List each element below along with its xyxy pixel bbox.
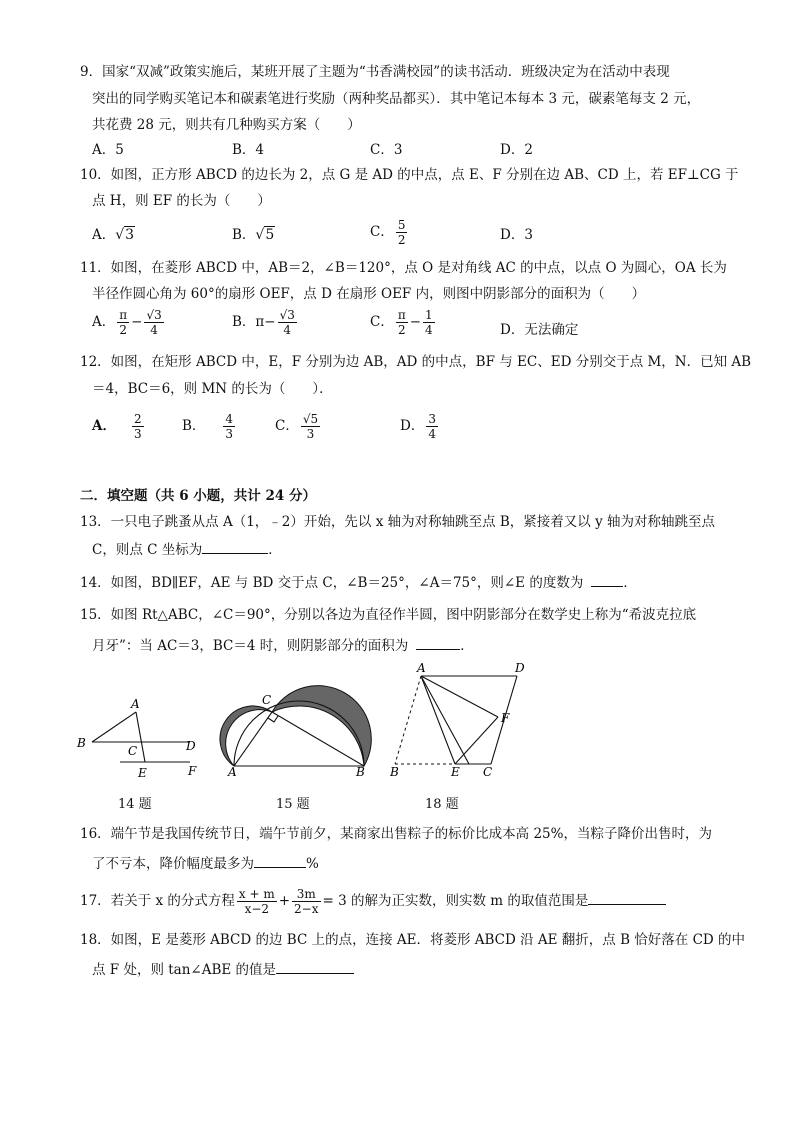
- label-f: F: [501, 711, 510, 725]
- label-b: B: [390, 765, 399, 779]
- q16-line1: 16．端午节是我国传统节日，端午节前夕，某商家出售粽子的标价比成本高 25%，当粽子降价出售时，为: [80, 826, 712, 842]
- label-c: C: [483, 765, 493, 779]
- q10-line2: 点 H，则 EF 的长为（ ）: [92, 193, 271, 209]
- q12-line1: 12．如图，在矩形 ABCD 中，E，F 分别为边 AB，AD 的中点，BF 与 EC、ED 分别交于点 M，N．已知 AB: [80, 354, 752, 370]
- q12-line2: ＝4，BC＝6，则 MN 的长为（ ）．: [92, 381, 333, 397]
- q9-option-c: C．3: [370, 142, 403, 158]
- q11-options: [0, 308, 794, 338]
- line-ba: [92, 712, 136, 742]
- q10-line1: 10．如图，正方形 ABCD 的边长为 2，点 G 是 AD 的中点，点 E、F 分别在边 AB、CD 上，若 EF⊥CG 于: [80, 167, 739, 183]
- figure-14: [70, 692, 210, 784]
- line-ae: [136, 712, 145, 762]
- q10-option-b: B．√5: [232, 227, 275, 243]
- answer-blank: [588, 890, 666, 905]
- q13-line2: C，则点 C 坐标为 ．: [92, 539, 282, 560]
- lune-bc: [272, 686, 371, 766]
- q12-options: [0, 410, 794, 454]
- q9-line1: 9．国家“双减”政策实施后，某班开展了主题为“书香满校园”的读书活动．班级决定为在活动中表现: [80, 64, 670, 80]
- q12-option-a: A． $\frac{2}{3}$: [92, 412, 142, 441]
- q10-option-a: A．√3: [92, 227, 135, 243]
- section-heading-fill-in: 二．填空题（共 6 小题，共计 24 分）: [80, 488, 316, 504]
- q10-options: [0, 218, 794, 248]
- segment-ef: [455, 717, 498, 764]
- lune-ac: [220, 706, 272, 766]
- q16-line2: 了不亏本，降价幅度最多为 %: [92, 853, 319, 874]
- q9-line2: 突出的同学购买笔记本和碳素笔进行奖励（两种奖品都买）．其中笔记本每本 3 元，碳素笔每支 2 元，: [92, 91, 701, 107]
- label-a: A: [131, 697, 140, 711]
- q18-line2: 点 F 处，则 tan∠ABE 的值是: [92, 959, 354, 980]
- q9-option-b: B．4: [232, 142, 265, 158]
- figure-18: [385, 662, 525, 782]
- label-e: E: [451, 765, 460, 779]
- q11-option-d: D．无法确定: [500, 322, 579, 338]
- q13-line1: 13．一只电子跳蚤从点 A（1，﹣2）开始，先以 x 轴为对称轴跳至点 B，紧接着又以 y 轴为对称轴跳至点: [80, 514, 716, 530]
- q11-line2: 半径作圆心角为 60°的扇形 OEF，点 D 在扇形 OEF 内，则图中阴影部分的面积为（ ）: [92, 286, 646, 302]
- q14-line1: 14．如图，BD∥EF，AE 与 BD 交于点 C，∠B＝25°，∠A＝75°，则∠E 的度数为 ．: [80, 572, 637, 593]
- label-b: B: [77, 736, 86, 750]
- q12-option-c: C． $\frac{√5}{3}$: [275, 412, 319, 441]
- q11-line1: 11．如图，在菱形 ABCD 中，AB＝2，∠B＝120°，点 O 是对角线 AC 的中点，以点 O 为圆心，OA 长为: [80, 260, 727, 276]
- answer-blank: [276, 959, 354, 974]
- answer-blank: [591, 572, 623, 587]
- answer-blank: [416, 635, 460, 650]
- segment-ae: [421, 676, 455, 764]
- label-a: A: [417, 662, 426, 675]
- q10-option-d: D．3: [500, 227, 533, 243]
- q9-option-d: D．2: [500, 142, 533, 158]
- q17-line1: 17．若关于 x 的分式方程 $\frac{x + m}{x-2}$ + $\frac{3m}{2-x}$ = 3 的解为正实数，则实数 m 的取值范围是: [80, 886, 666, 916]
- answer-blank: [202, 539, 268, 554]
- q11-option-a: A． $\frac{\pi}{2}$ − $\frac{√3}{4}$: [92, 308, 162, 337]
- label-d: D: [515, 662, 525, 675]
- q11-option-c: C． $\frac{\pi}{2}$ − $\frac{1}{4}$: [370, 308, 433, 337]
- label-b: B: [356, 765, 365, 779]
- q12-option-b: B． $\frac{4}{3}$: [182, 412, 234, 441]
- figure-15: [218, 672, 378, 780]
- q15-line1: 15．如图 Rt△ABC，∠C＝90°，分别以各边为直径作半圆，图中阴影部分在数学史上称为“希波克拉底: [80, 607, 697, 623]
- label-a: A: [228, 765, 237, 779]
- figure-14-caption: 14 题: [118, 797, 152, 812]
- sqrt-symbol: √5: [255, 227, 275, 243]
- figure-18-caption: 18 题: [425, 797, 459, 812]
- label-d: D: [186, 739, 196, 753]
- dashed-ab: [395, 676, 421, 764]
- q11-option-b: B．π− $\frac{√3}{4}$: [232, 308, 295, 337]
- q9-line3: 共花费 28 元，则共有几种购买方案（ ）: [92, 117, 361, 133]
- answer-blank: [254, 853, 306, 868]
- q10-option-c: C． $\frac{5}{2}$: [370, 218, 406, 247]
- figure-15-caption: 15 题: [276, 797, 310, 812]
- q12-option-d: D． $\frac{3}{4}$: [400, 412, 436, 441]
- label-c: C: [128, 744, 138, 758]
- label-c: C: [262, 693, 272, 707]
- right-angle-mark: [268, 716, 278, 722]
- q15-line2: 月牙”：当 AC＝3，BC＝4 时，则阴影部分的面积为 ．: [92, 635, 474, 656]
- q9-option-a: A．5: [92, 142, 124, 158]
- label-e: E: [138, 766, 147, 780]
- label-f: F: [188, 764, 197, 778]
- sqrt-symbol: √3: [115, 227, 135, 243]
- q18-line1: 18．如图，E 是菱形 ABCD 的边 BC 上的点，连接 AE．将菱形 ABCD 沿 AE 翻折，点 B 恰好落在 CD 的中: [80, 932, 746, 948]
